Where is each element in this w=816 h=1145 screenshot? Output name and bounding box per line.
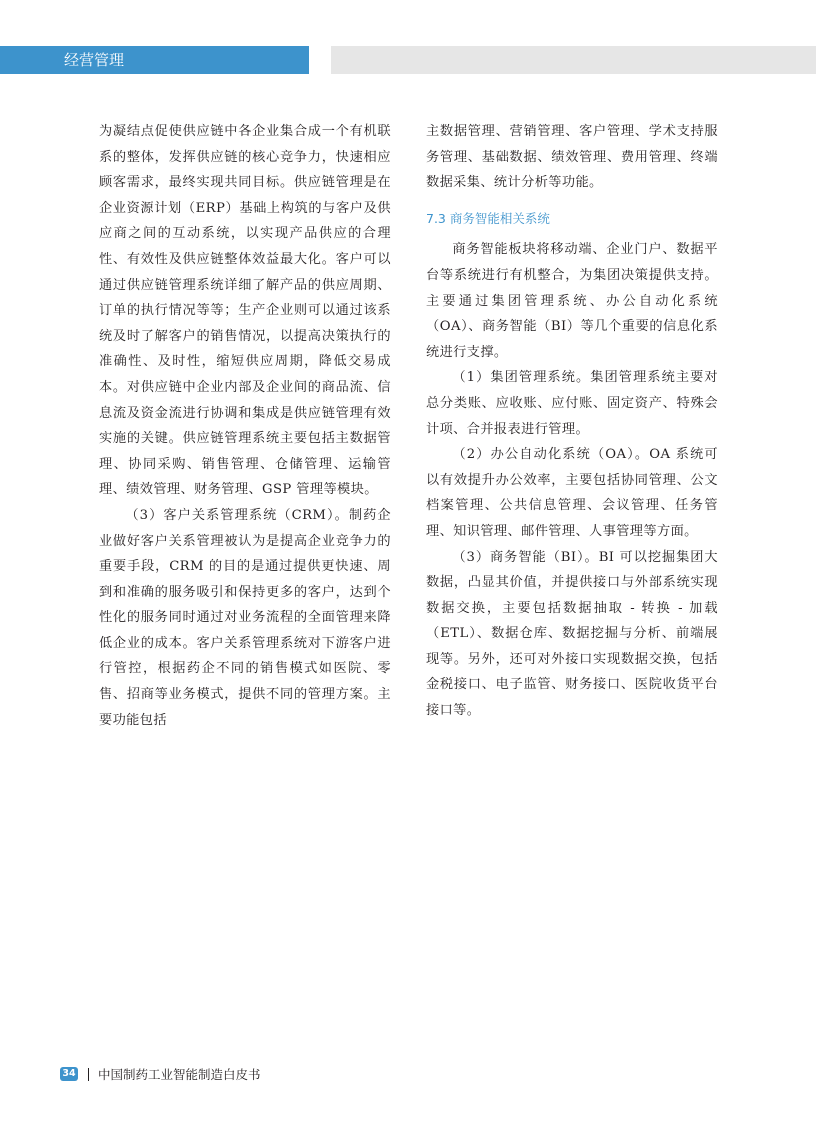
left-column [99, 119, 391, 733]
book-title: 中国制药工业智能制造白皮书 [98, 1067, 261, 1082]
page-number: 34 [60, 1067, 78, 1081]
paragraph-bi-intro: 商务智能板块将移动端、企业门户、数据平台等系统进行有机整合，为集团决策提供支持。主要通过集团管理系统、办公自动化系统（OA）、商务智能（BI）等几个重要的信息化系统进行支撑。 [426, 242, 718, 360]
paragraph-crm-continuation: 主数据管理、营销管理、客户管理、学术支持服务管理、基础数据、绩效管理、费用管理、终端数据采集、统计分析等功能。 [426, 124, 718, 191]
footer-divider [88, 1068, 89, 1081]
paragraph-crm: （3）客户关系管理系统（CRM）。制药企业做好客户关系管理被认为是提高企业竞争力的重要手段，CRM 的目的是通过提供更快速、周到和准确的服务吸引和保持更多的客户，达到个性化的服务同时通过对业务流程的全面管理来降低企业的成本。客户关系管理系统对下游客户进行管控，根据药企不同的销售模式如医院、零售、招商等业务模式，提供不同的管理方案。主要功能包括 [99, 507, 391, 728]
section-header-tab [0, 46, 309, 74]
page-footer [60, 1064, 261, 1084]
paragraph-oa: （2）办公自动化系统（OA）。OA 系统可以有效提升办公效率，主要包括协同管理、公文档案管理、公共信息管理、会议管理、任务管理、知识管理、邮件管理、人事管理等方面。 [426, 447, 718, 539]
header-bar [331, 46, 816, 74]
paragraph-supply-chain: 为凝结点促使供应链中各企业集合成一个有机联系的整体，发挥供应链的核心竞争力，快速相应顾客需求，最终实现共同目标。供应链管理是在企业资源计划（ERP）基础上构筑的与客户及供应商之间的互动系统，以实现产品供应的合理性、有效性及供应链整体效益最大化。客户可以通过供应链管理系统详细了解产品的供应周期、订单的执行情况等等；生产企业则可以通过该系统及时了解客户的销售情况，以提高决策执行的准确性、及时性，缩短供应周期，降低交易成本。对供应链中企业内部及企业间的商品流、信息流及资金流进行协调和集成是供应链管理有效实施的关键。供应链管理系统主要包括主数据管理、协同采购、销售管理、仓储管理、运输管理、绩效管理、财务管理、GSP 管理等模块。 [99, 124, 391, 498]
paragraph-group-management: （1）集团管理系统。集团管理系统主要对总分类账、应收账、应付账、固定资产、特殊会计项、合并报表进行管理。 [426, 370, 718, 437]
section-heading: 7.3 商务智能相关系统 [426, 210, 550, 226]
section-title: 经营管理 [64, 51, 125, 69]
right-column [426, 119, 718, 724]
paragraph-bi: （3）商务智能（BI）。BI 可以挖掘集团大数据，凸显其价值，并提供接口与外部系统实现数据交换，主要包括数据抽取 - 转换 - 加载（ETL）、数据仓库、数据挖掘与分析、前端展现等。另外，还可对外接口实现数据交换，包括金税接口、电子监管、财务接口、医院收货平台接口等。 [426, 549, 718, 719]
